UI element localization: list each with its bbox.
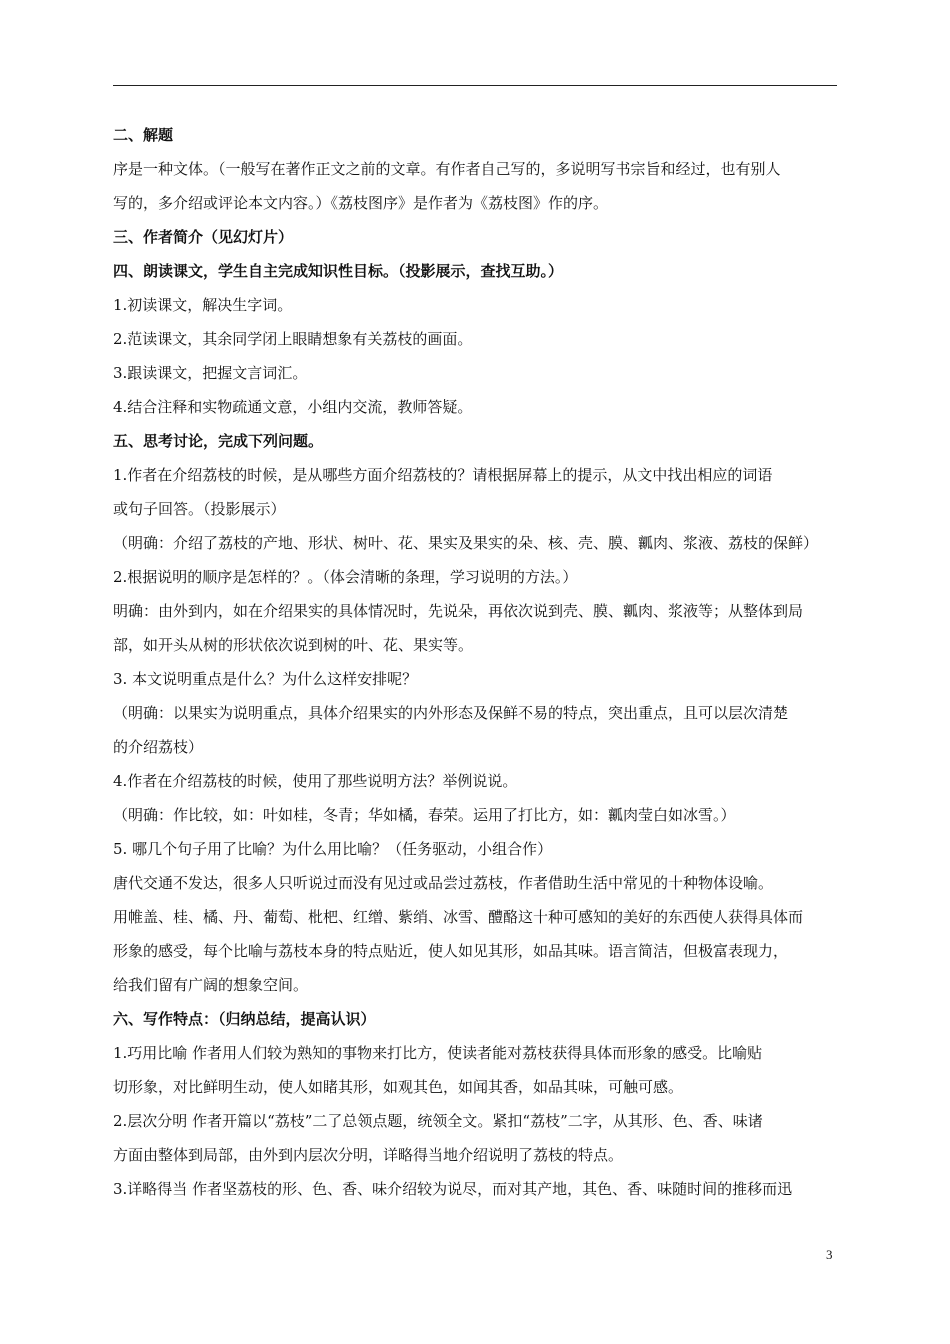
- page-number: 3: [826, 1247, 833, 1262]
- header-rule: [113, 85, 837, 86]
- text-line: （明确：介绍了荔枝的产地、形状、树叶、花、果实及果实的朵、核、壳、膜、瓤肉、浆液、荔枝的保鲜）: [113, 534, 819, 552]
- text-line: 序是一种文体。（一般写在著作正文之前的文章。有作者自己写的，多说明写书宗旨和经过，也有别人: [113, 160, 781, 178]
- document-body: [113, 118, 837, 1206]
- text-line: 给我们留有广阔的想象空间。: [113, 976, 309, 994]
- section-heading: 三、作者简介（见幻灯片）: [113, 228, 294, 246]
- text-line: 唐代交通不发达，很多人只听说过而没有见过或品尝过荔枝，作者借助生活中常见的十种物体设喻。: [113, 874, 774, 892]
- text-line: 3.跟读课文，把握文言词汇。: [113, 364, 308, 382]
- text-line: 部，如开头从树的形状依次说到树的叶、花、果实等。: [113, 636, 474, 654]
- text-line: 切形象，对比鲜明生动，使人如睹其形，如观其色，如闻其香，如品其味，可触可感。: [113, 1078, 684, 1096]
- text-line: 1.作者在介绍荔枝的时候，是从哪些方面介绍荔枝的？请根据屏幕上的提示，从文中找出相应的词语: [113, 466, 773, 484]
- text-line: 方面由整体到局部，由外到内层次分明，详略得当地介绍说明了荔枝的特点。: [113, 1146, 624, 1164]
- text-line: 3.详略得当 作者坚荔枝的形、色、香、味介绍较为说尽，而对其产地，其色、香、味随时间的推移而迅: [113, 1180, 793, 1198]
- text-line: 2.范读课文，其余同学闭上眼睛想象有关荔枝的画面。: [113, 330, 473, 348]
- section-heading: 六、写作特点：（归纳总结，提高认识）: [113, 1010, 376, 1028]
- section-heading: 四、朗读课文，学生自主完成知识性目标。（投影展示，查找互助。）: [113, 262, 564, 280]
- text-line: 4.作者在介绍荔枝的时候，使用了那些说明方法？举例说说。: [113, 772, 518, 790]
- text-line: （明确：以果实为说明重点，具体介绍果实的内外形态及保鲜不易的特点，突出重点，且可以层次清楚: [113, 704, 789, 722]
- text-line: （明确：作比较，如：叶如桂，冬青；华如橘，春荣。运用了打比方，如：瓤肉莹白如冰雪。）: [113, 806, 736, 824]
- section-heading: 二、解题: [113, 126, 174, 144]
- text-line: 5. 哪几个句子用了比喻？为什么用比喻？（任务驱动，小组合作）: [113, 840, 553, 858]
- text-line: 1.巧用比喻 作者用人们较为熟知的事物来打比方，使读者能对荔枝获得具体而形象的感受。比喻贴: [113, 1044, 763, 1062]
- text-line: 1.初读课文，解决生字词。: [113, 296, 293, 314]
- text-line: 3. 本文说明重点是什么？为什么这样安排呢？: [113, 670, 418, 688]
- text-line: 4.结合注释和实物疏通文意，小组内交流，教师答疑。: [113, 398, 473, 416]
- text-line: 的介绍荔枝）: [113, 738, 204, 756]
- section-heading: 五、思考讨论，完成下列问题。: [113, 432, 324, 450]
- text-line: 2.根据说明的顺序是怎样的？。（体会清晰的条理，学习说明的方法。）: [113, 568, 578, 586]
- text-line: 或句子回答。（投影展示）: [113, 500, 286, 518]
- text-line: 写的，多介绍或评论本文内容。）《荔枝图序》是作者为《荔枝图》作的序。: [113, 194, 609, 212]
- text-line: 用帷盖、桂、橘、丹、葡萄、枇杷、红缯、紫绡、冰雪、醴酪这十种可感知的美好的东西使人获得具体而: [113, 908, 804, 926]
- text-line: 形象的感受，每个比喻与荔枝本身的特点贴近，使人如见其形，如品其味。语言简洁，但极富表现力，: [113, 942, 789, 960]
- text-line: 2.层次分明 作者开篇以“荔枝”二了总领点题，统领全文。紧扣“荔枝”二字，从其形、色、香、味诸: [113, 1112, 763, 1130]
- text-line: 明确：由外到内，如在介绍果实的具体情况时，先说朵，再依次说到壳、膜、瓤肉、浆液等；从整体到局: [113, 602, 804, 620]
